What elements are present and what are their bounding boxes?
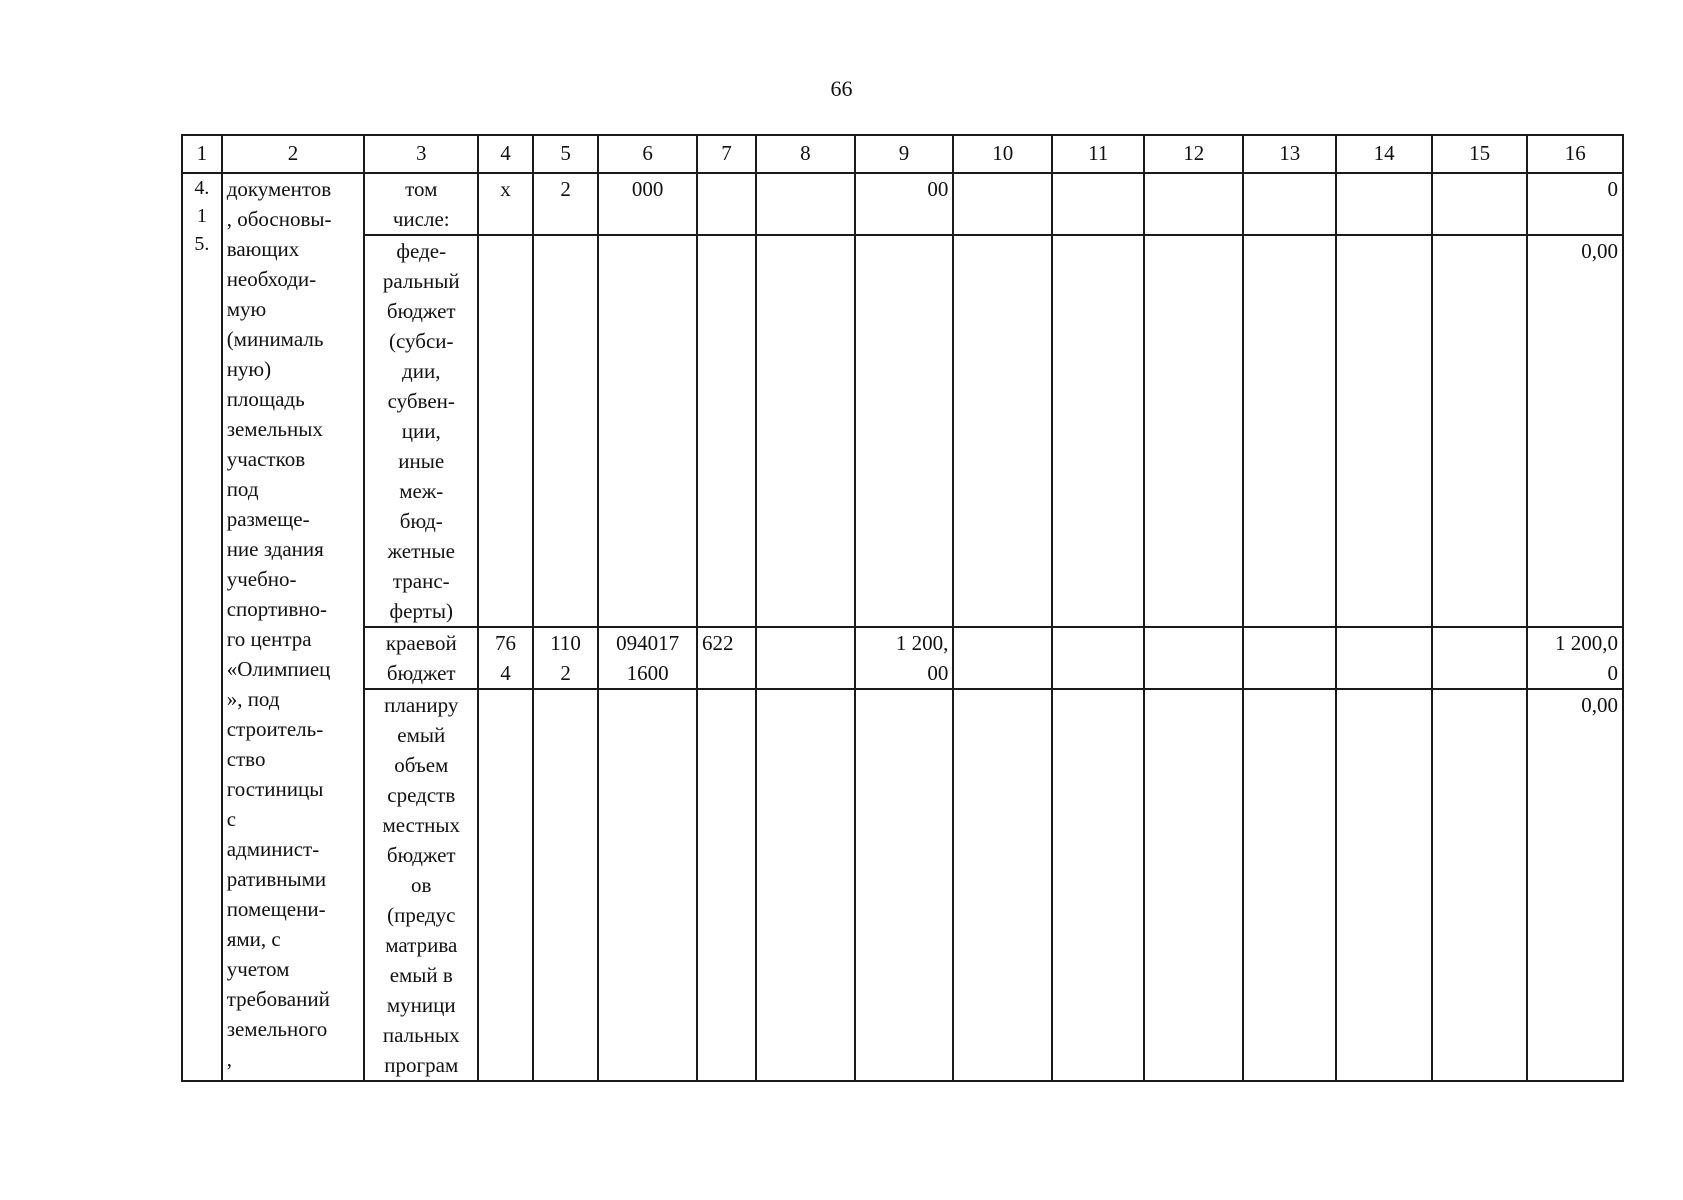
cell-col12 [1144,627,1243,689]
cell-col10 [953,235,1052,627]
cell-col5 [533,689,598,1081]
column-header: 11 [1052,135,1144,173]
column-header: 3 [364,135,478,173]
funding-source: планиру емый объем средств местных бюджет ов (предус матрива емый в муници пальных програм [364,689,478,1081]
cell-col9 [855,689,954,1081]
funding-source: феде- ральный бюджет (субси- дии, субвен- ции, иные меж- бюд- жетные транс- ферты) [364,235,478,627]
cell-col9 [855,235,954,627]
cell-col7 [697,689,756,1081]
cell-col7 [697,235,756,627]
cell-col4: х [478,173,533,235]
cell-col16: 0,00 [1527,689,1623,1081]
table-row [182,173,1623,235]
column-number-row [182,135,1623,173]
cell-col15 [1432,173,1527,235]
cell-col8 [756,689,855,1081]
cell-col13 [1243,627,1336,689]
cell-col4: 76 4 [478,627,533,689]
column-header: 16 [1527,135,1623,173]
cell-col15 [1432,235,1527,627]
activity-name: документов , обосновы- вающих необходи- мую (минималь ную) площадь земельных участков под размеще- ние здания учебно- спортивно- го центра «Олимпиец », под строитель- ство гостиницы с админист- ративными помещени- ями, с учетом требований земельного , [222,173,365,1081]
cell-col16: 1 200,0 0 [1527,627,1623,689]
column-header: 8 [756,135,855,173]
cell-col16: 0,00 [1527,235,1623,627]
cell-col14 [1336,689,1431,1081]
cell-col7 [697,173,756,235]
cell-col14 [1336,627,1431,689]
cell-col11 [1052,627,1144,689]
cell-col6: 094017 1600 [598,627,697,689]
cell-col4 [478,235,533,627]
column-header: 12 [1144,135,1243,173]
column-header: 10 [953,135,1052,173]
cell-col5: 110 2 [533,627,598,689]
column-header: 13 [1243,135,1336,173]
cell-col16: 0 [1527,173,1623,235]
column-header: 5 [533,135,598,173]
cell-col9: 00 [855,173,954,235]
cell-col12 [1144,235,1243,627]
cell-col13 [1243,235,1336,627]
cell-col7: 622 [697,627,756,689]
cell-col8 [756,235,855,627]
column-header: 4 [478,135,533,173]
cell-col10 [953,627,1052,689]
cell-col5 [533,235,598,627]
cell-col15 [1432,689,1527,1081]
cell-col6 [598,235,697,627]
cell-col12 [1144,689,1243,1081]
cell-col11 [1052,689,1144,1081]
column-header: 15 [1432,135,1527,173]
cell-col14 [1336,235,1431,627]
row-number: 4. 1 5. [182,173,222,1081]
column-header: 1 [182,135,222,173]
column-header: 2 [222,135,365,173]
cell-col6: 000 [598,173,697,235]
cell-col8 [756,627,855,689]
column-header: 7 [697,135,756,173]
cell-col13 [1243,689,1336,1081]
cell-col8 [756,173,855,235]
cell-col9: 1 200, 00 [855,627,954,689]
cell-col4 [478,689,533,1081]
column-header: 9 [855,135,954,173]
cell-col6 [598,689,697,1081]
table-row [182,235,1623,627]
cell-col10 [953,173,1052,235]
cell-col11 [1052,235,1144,627]
cell-col13 [1243,173,1336,235]
cell-col11 [1052,173,1144,235]
funding-source: том числе: [364,173,478,235]
cell-col12 [1144,173,1243,235]
table-row [182,627,1623,689]
column-header: 14 [1336,135,1431,173]
cell-col5: 2 [533,173,598,235]
table-row [182,689,1623,1081]
cell-col10 [953,689,1052,1081]
funding-source: краевой бюджет [364,627,478,689]
cell-col15 [1432,627,1527,689]
cell-col14 [1336,173,1431,235]
page-number: 66 [830,76,853,101]
column-header: 6 [598,135,697,173]
budget-table [181,134,1624,1082]
